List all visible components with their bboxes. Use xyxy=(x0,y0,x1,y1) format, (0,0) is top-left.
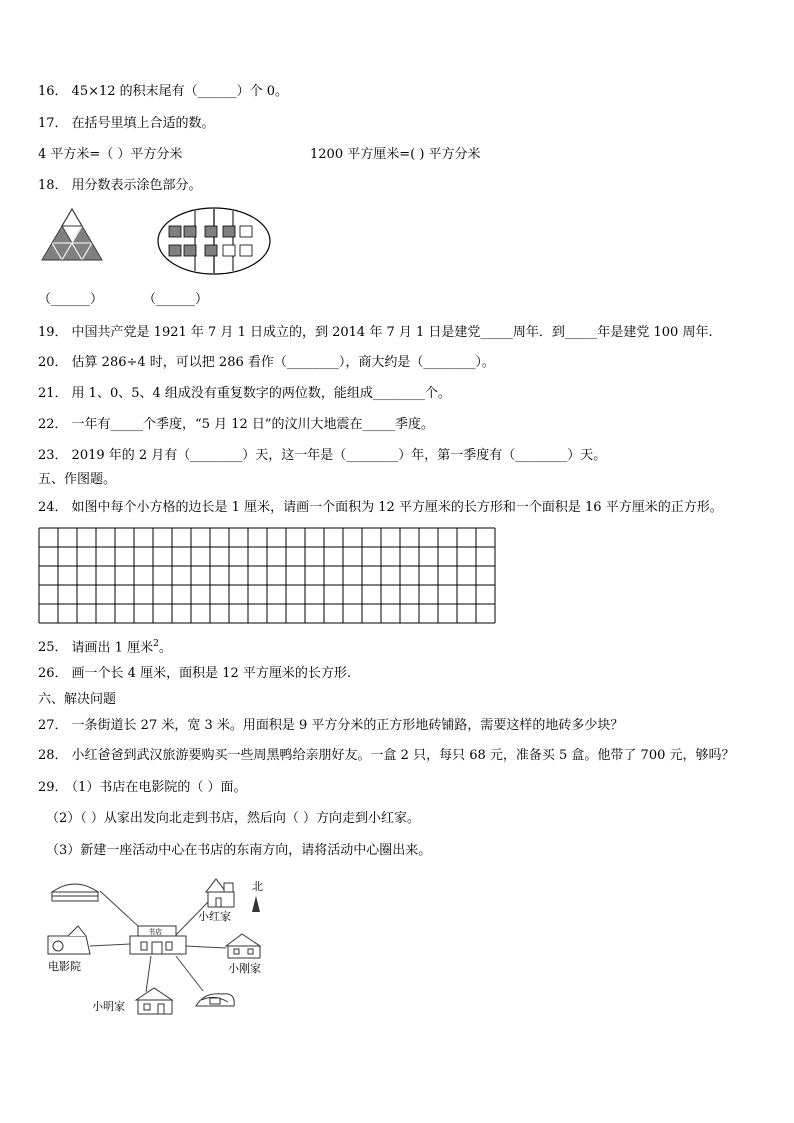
question-text: 一年有_____个季度，“5 月 12 日”的汶川大地震在_____季度。 xyxy=(71,417,435,432)
question-number: 24． xyxy=(38,500,68,515)
question-number: 25． xyxy=(38,640,68,656)
question-24 xyxy=(38,500,723,516)
question-text: 中国共产党是 1921 年 7 月 1 日成立的，到 2014 年 7 月 1 日是建党_____周年．到_____年是建党 100 周年. xyxy=(71,325,713,340)
question-text: 一条街道长 27 米，宽 3 米。用面积是 9 平方分米的正方形地砖铺路，需要这样的地砖多少块？ xyxy=(71,718,624,733)
ellipse-figure xyxy=(158,208,270,274)
question-20 xyxy=(38,355,495,371)
cinema-label: 电影院 xyxy=(48,960,81,973)
stadium-building-icon xyxy=(52,884,98,901)
xiaogang-house-icon xyxy=(226,934,260,958)
question-number: 23． xyxy=(38,448,68,463)
question-17-part-a: 4 平方米=（ ）平方分米 xyxy=(38,147,183,162)
question-text: 小红爸爸到武汉旅游要购买一些周黑鸭给亲朋好友。一盒 2 只，每只 68 元，准备买 5 盒。他带了 700 元，够吗？ xyxy=(71,748,735,763)
question-number: 17． xyxy=(38,116,68,131)
question-text: 估算 286÷4 时，可以把 286 看作（________），商大约是（________）。 xyxy=(71,355,495,370)
question-text: 在括号里填上合适的数。 xyxy=(71,116,215,131)
question-17 xyxy=(38,116,215,132)
fraction-blank-1: （______） xyxy=(38,292,104,307)
question-25 xyxy=(38,636,172,656)
cinema-building-icon xyxy=(48,926,90,954)
question-number: 19． xyxy=(38,325,68,340)
question-17-part-b: 1200 平方厘米=( ) 平方分米 xyxy=(310,147,481,162)
fraction-figures xyxy=(38,204,298,280)
question-text: 2019 年的 2 月有（________）天，这一年是（________）年，第一季度有（________）天。 xyxy=(71,448,607,463)
question-number: 18． xyxy=(38,178,68,193)
section-6-heading: 六、解决问题 xyxy=(38,692,117,707)
question-29-part-3: （3）新建一座活动中心在书店的东南方向，请将活动中心圈出来。 xyxy=(46,843,432,858)
question-number: 22． xyxy=(38,417,68,432)
question-21 xyxy=(38,386,451,402)
question-27 xyxy=(38,718,623,734)
question-23 xyxy=(38,448,606,464)
xiaoming-home-label: 小明家 xyxy=(92,1000,125,1013)
square-grid xyxy=(38,527,498,627)
question-number: 27． xyxy=(38,718,68,733)
north-label: 北 xyxy=(252,880,263,893)
question-18 xyxy=(38,178,202,194)
question-19 xyxy=(38,325,713,341)
question-16 xyxy=(38,84,288,100)
question-number: 16． xyxy=(38,84,68,99)
triangle-figure xyxy=(42,209,102,260)
xiaohong-home-label: 小红家 xyxy=(198,910,231,923)
superscript: 2 xyxy=(153,639,159,649)
question-26 xyxy=(38,666,351,682)
question-29-part-2: （2）（ ）从家出发向北走到书店，然后向（ ）方向走到小红家。 xyxy=(46,811,421,826)
question-28 xyxy=(38,748,735,764)
north-arrow-icon xyxy=(252,896,260,912)
pavilion-building-icon xyxy=(196,994,234,1006)
question-text-end: 。 xyxy=(158,640,172,656)
question-text: 45×12 的积末尾有（______）个 0。 xyxy=(71,84,289,99)
question-number: 26． xyxy=(38,666,68,681)
question-number: 21． xyxy=(38,386,68,401)
xiaogang-home-label: 小刚家 xyxy=(228,962,261,975)
question-number: 28． xyxy=(38,748,68,763)
section-5-heading: 五、作图题。 xyxy=(38,472,117,487)
question-number: 29． xyxy=(38,780,68,795)
question-text: 如图中每个小方格的边长是 1 厘米，请画一个面积为 12 平方厘米的长方形和一个面积是 16 平方厘米的正方形。 xyxy=(71,500,723,515)
question-text: （1）书店在电影院的（ ）面。 xyxy=(71,780,247,795)
question-text: 请画出 1 厘米 xyxy=(71,640,154,656)
fraction-blank-2: （______） xyxy=(143,292,209,307)
xiaoming-house-icon xyxy=(136,988,172,1014)
question-text: 用 1、0、5、4 组成没有重复数字的两位数，能组成________个。 xyxy=(71,386,451,401)
question-text: 用分数表示涂色部分。 xyxy=(71,178,202,193)
question-text: 画一个长 4 厘米，面积是 12 平方厘米的长方形. xyxy=(71,666,352,681)
question-29 xyxy=(38,780,246,796)
xiaohong-house-icon xyxy=(206,879,234,907)
bookstore-label: 书店 xyxy=(148,928,162,936)
direction-map xyxy=(38,874,278,1020)
question-number: 20． xyxy=(38,355,68,370)
question-22 xyxy=(38,417,434,433)
